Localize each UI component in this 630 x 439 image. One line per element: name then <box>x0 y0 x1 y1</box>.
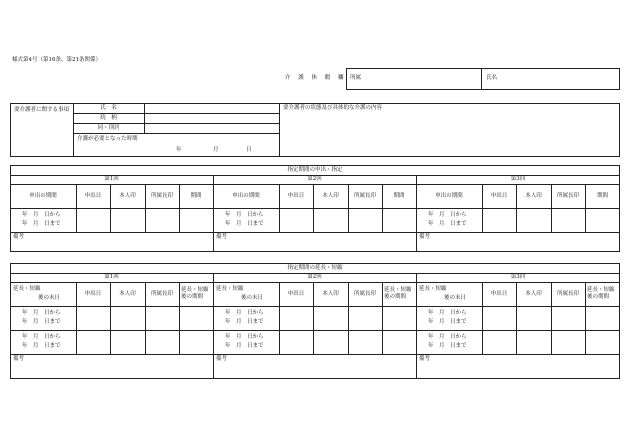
s2r2-col-period: 延長・短縮後の期間 <box>384 287 412 300</box>
s2r1-v4 <box>179 282 180 354</box>
s2-hline-data1 <box>10 330 620 331</box>
s2-round-divider-2 <box>416 273 417 379</box>
s2r1-col-end-b: 後の末日 <box>38 295 61 301</box>
s2r1-col-chief: 所属長印 <box>150 290 173 297</box>
s1r2-col-chief: 所属長印 <box>353 192 376 199</box>
s1r3-col-seal: 本人印 <box>525 192 542 199</box>
s2r3-from-2: 年 月 日から <box>428 334 467 340</box>
s1-round1-label: 第1回 <box>104 176 119 183</box>
s1r3-col-term: 期間 <box>596 192 608 199</box>
s2-round-divider-1 <box>213 273 214 379</box>
section1-title: 指定期間の申出・指定 <box>287 166 343 173</box>
s1r1-remarks: 備考 <box>13 234 25 240</box>
s2r3-col-chief: 所属長印 <box>556 290 579 297</box>
s1r2-col-term: 期間 <box>393 192 405 199</box>
dept-label: 所属 <box>350 75 362 81</box>
s1r2-col-period: 申出の期間 <box>232 192 260 199</box>
s2r2-from-2: 年 月 日から <box>225 334 264 340</box>
care-divider-3 <box>279 103 280 157</box>
s2-round2-label: 第2回 <box>307 274 322 281</box>
s2-round1-label: 第1回 <box>104 274 119 281</box>
s1r1-from: 年 月 日から <box>22 212 61 218</box>
care-cohabit-label: 同・別居 <box>97 124 120 131</box>
s1r2-col-date: 申出日 <box>287 192 305 199</box>
s2r2-col-end-b: 後の末日 <box>241 295 264 301</box>
s1r3-to: 年 月 日まで <box>428 221 467 227</box>
s2-hline-data2 <box>10 354 620 355</box>
section2-title: 指定期間の延長・短縮 <box>287 264 343 271</box>
s2r1-remarks: 備考 <box>13 356 25 362</box>
s1-round3-label: 第3回 <box>510 176 526 183</box>
s2r2-to-1: 年 月 日まで <box>225 319 264 325</box>
s2r2-v4 <box>382 282 383 354</box>
s1r3-col-date: 申出日 <box>490 192 508 199</box>
leave-section-label: 介 護 休 暇 欄 <box>285 75 347 81</box>
s1r3-remarks: 備考 <box>419 234 431 240</box>
s2r1-from-2: 年 月 日から <box>22 334 61 340</box>
care-day: 日 <box>246 147 252 153</box>
s1r2-col-seal: 本人印 <box>322 192 339 199</box>
s2r1-to-1: 年 月 日まで <box>22 319 61 325</box>
s2r2-from-1: 年 月 日から <box>225 310 264 316</box>
s2r3-to-1: 年 月 日まで <box>428 319 467 325</box>
s2-hline-header <box>10 306 620 307</box>
s2r3-remarks: 備考 <box>419 356 431 362</box>
care-year: 年 <box>176 147 182 153</box>
s1-round2-label: 第2回 <box>307 176 322 183</box>
s1r2-to: 年 月 日まで <box>225 221 264 227</box>
s2r1-col-date: 申出日 <box>84 290 102 297</box>
s2r1-col-end-a: 延長・短縮 <box>13 286 41 292</box>
s2r2-col-seal: 本人印 <box>322 290 339 297</box>
s1-hline-data <box>10 232 620 233</box>
s1r3-col-period: 申出の期間 <box>435 192 463 199</box>
s1r1-col-seal: 本人印 <box>119 192 136 199</box>
s2r3-to-2: 年 月 日まで <box>428 343 467 349</box>
care-relation-label: 続 柄 <box>100 114 117 121</box>
care-month: 月 <box>213 147 219 153</box>
s2r3-col-period: 延長・短縮後の期間 <box>587 287 615 300</box>
s1r1-col-chief: 所属長印 <box>150 192 173 199</box>
s2r1-to-2: 年 月 日まで <box>22 343 61 349</box>
s1r3-col-chief: 所属長印 <box>556 192 579 199</box>
s2r2-to-2: 年 月 日まで <box>225 343 264 349</box>
s2r3-col-seal: 本人印 <box>525 290 542 297</box>
s2r2-col-end-a: 延長・短縮 <box>216 286 244 292</box>
care-divider-2 <box>144 103 145 133</box>
s2r3-from-1: 年 月 日から <box>428 310 467 316</box>
care-since-label: 介護が必要となった時期 <box>77 136 138 142</box>
s1-hline-header <box>10 208 620 209</box>
s1r1-col-term: 期間 <box>190 192 202 199</box>
applicant-divider <box>481 68 482 90</box>
care-name-label: 氏 名 <box>100 104 117 111</box>
s2r3-col-date: 申出日 <box>490 290 508 297</box>
s1r1-col-period: 申出の期間 <box>29 192 57 199</box>
s2r3-v4 <box>585 282 586 354</box>
applicant-box <box>346 68 620 90</box>
s2r1-col-period: 延長・短縮後の期間 <box>181 287 209 300</box>
s2r1-from-1: 年 月 日から <box>22 310 61 316</box>
care-condition-label: 要介護者の状態及び具体的な介護の内容 <box>283 105 383 111</box>
s2-round3-label: 第3回 <box>510 274 526 281</box>
s2r2-col-chief: 所属長印 <box>353 290 376 297</box>
s1r2-remarks: 備考 <box>216 234 228 240</box>
s2r2-remarks: 備考 <box>216 356 228 362</box>
s1r3-from: 年 月 日から <box>428 212 467 218</box>
name-label: 氏名 <box>486 75 498 81</box>
s1r1-to: 年 月 日まで <box>22 221 61 227</box>
care-hline-3 <box>73 133 279 134</box>
s2r1-col-seal: 本人印 <box>119 290 136 297</box>
care-section-label: 要介護者に関する事項 <box>14 107 70 113</box>
s2r2-col-date: 申出日 <box>287 290 305 297</box>
s2r3-col-end-a: 延長・短縮 <box>419 286 447 292</box>
s1r2-from: 年 月 日から <box>225 212 264 218</box>
form-title: 様式第4号（第16条、第21条関係） <box>12 57 101 63</box>
s2r3-col-end-b: 後の末日 <box>444 295 467 301</box>
s1r1-col-date: 申出日 <box>84 192 102 199</box>
